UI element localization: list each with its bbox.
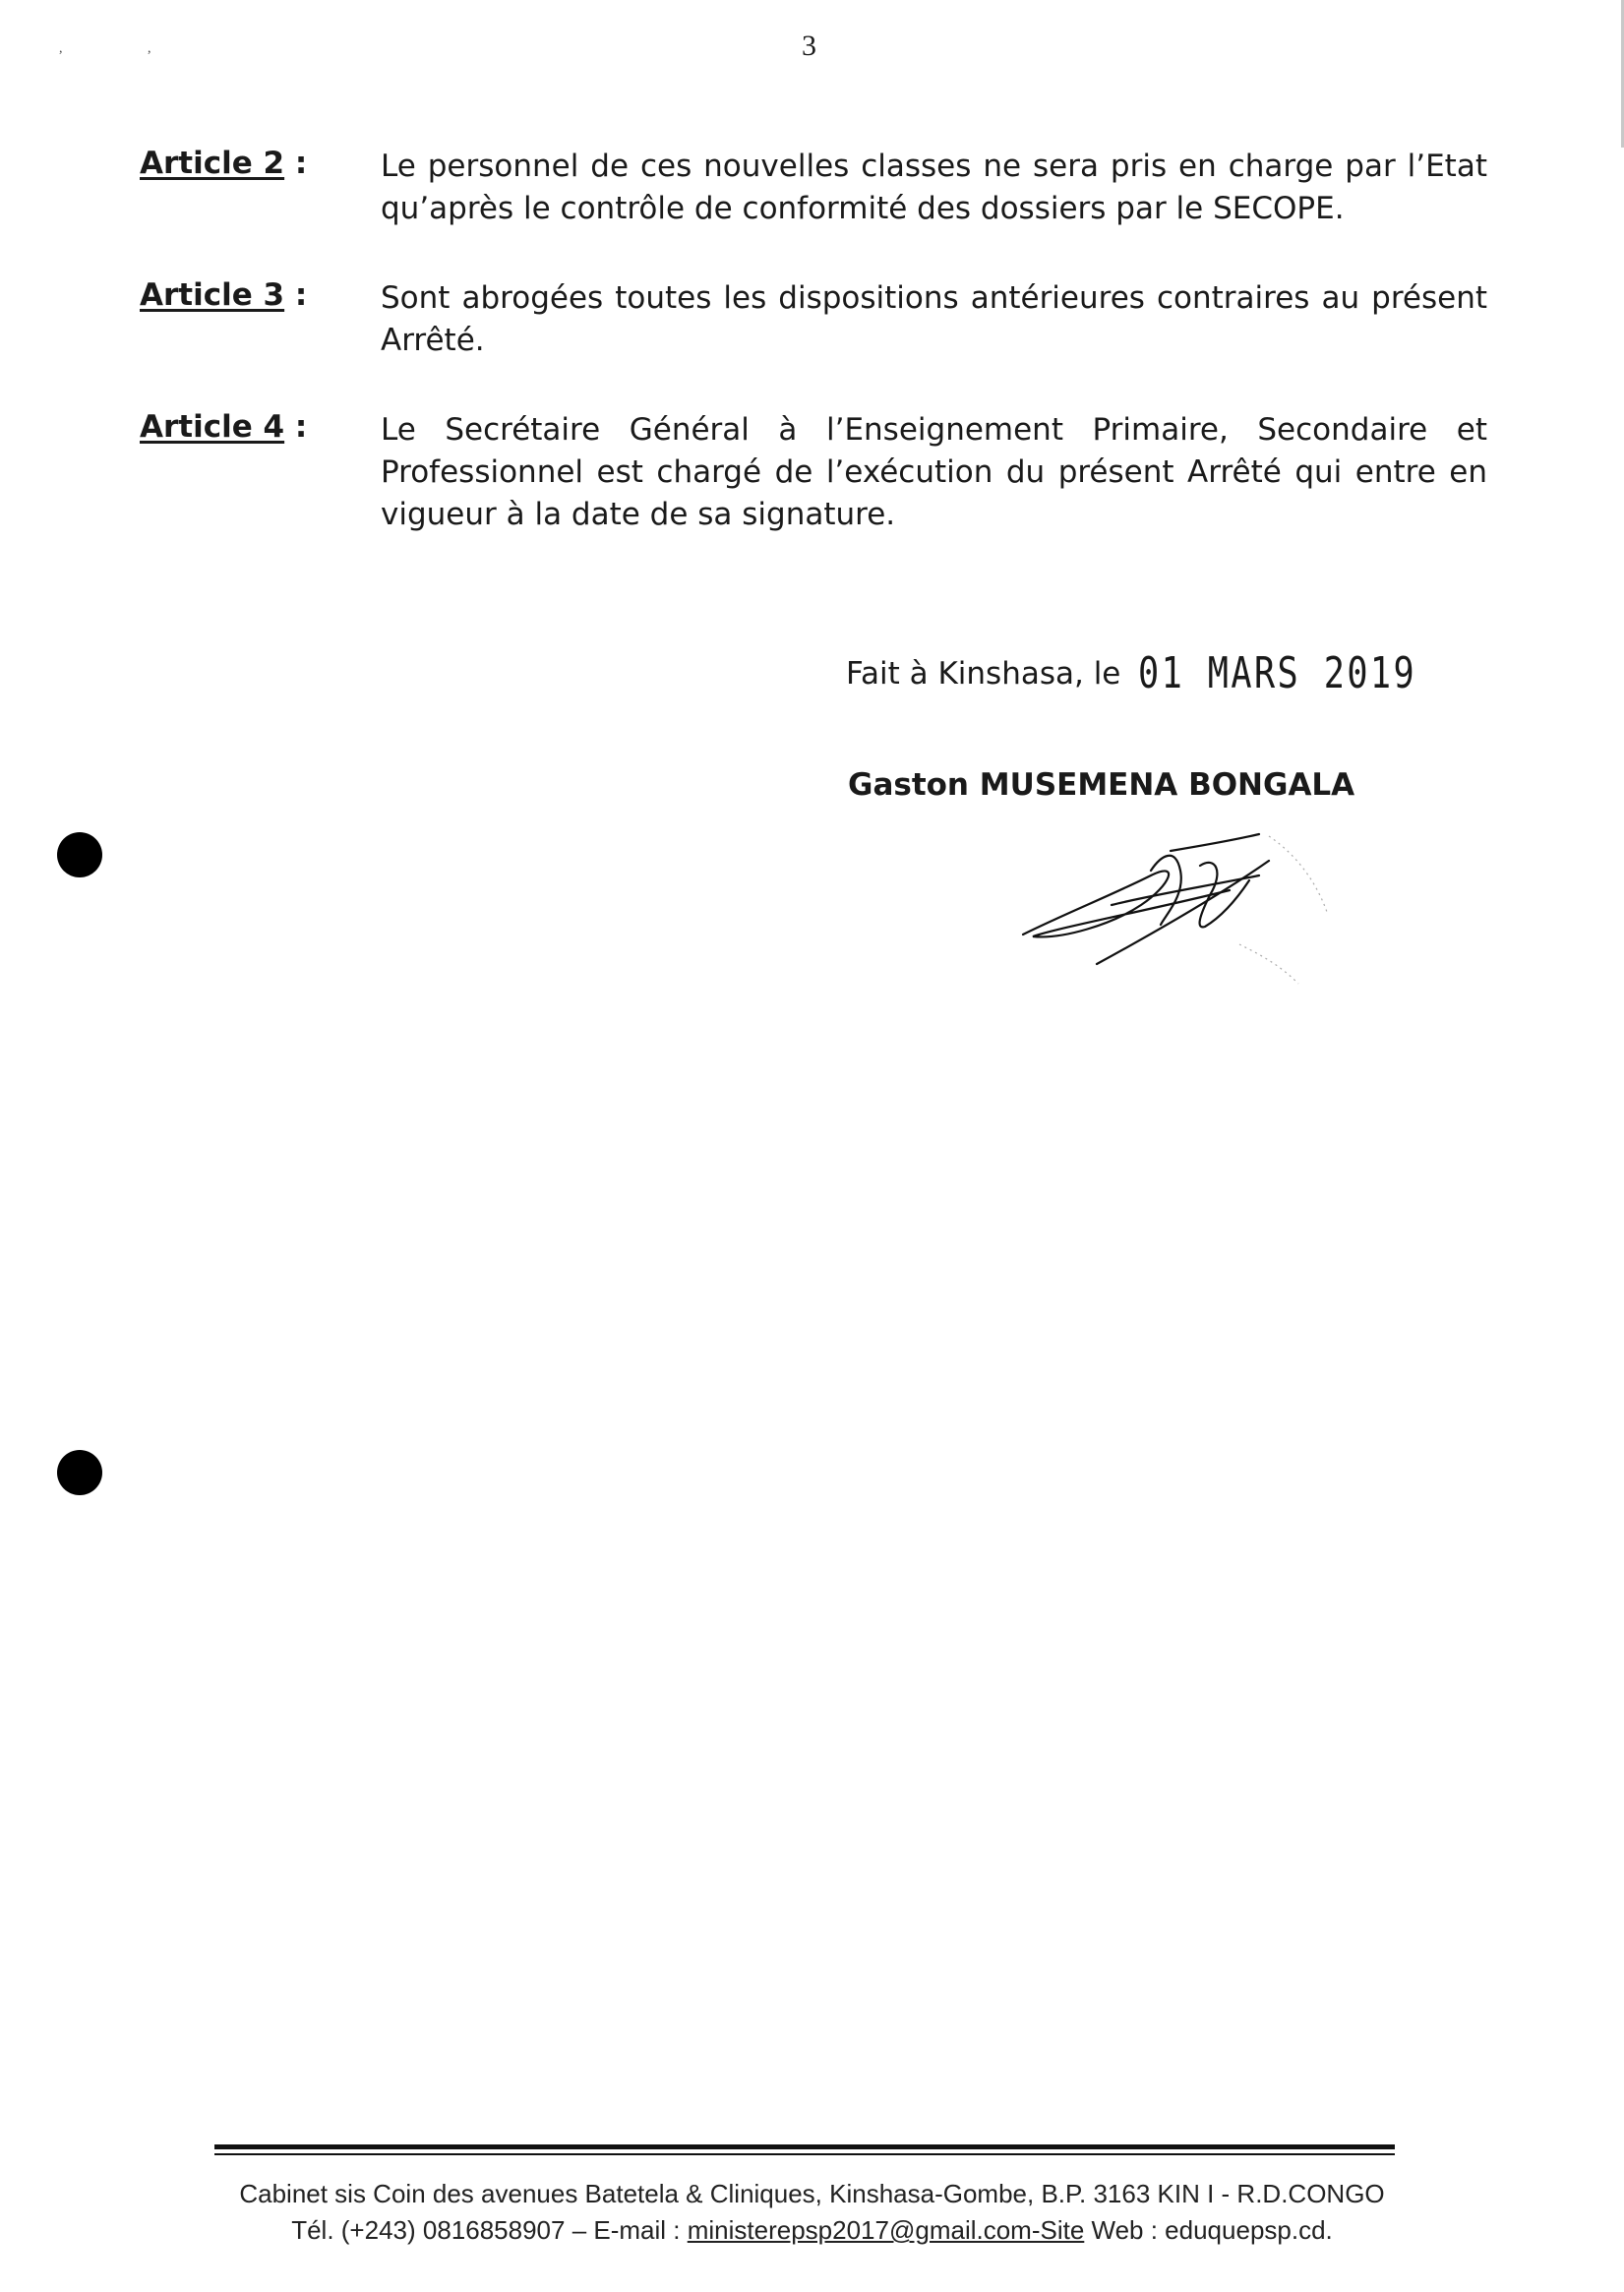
punch-hole (57, 1450, 102, 1495)
place-date-line (846, 644, 1486, 698)
article-label: Article 4 (140, 409, 285, 445)
footer-contact (0, 2215, 1624, 2246)
article-text: Le Secrétaire Général à l’Enseignement Primaire, Secondaire et Professionnel est chargé de l’exécution du présent Arrêté qui entre en vigueur à la date de sa signature. (381, 412, 1487, 532)
signatory-name: Gaston MUSEMENA BONGALA (848, 767, 1355, 803)
article-label: Article 2 (140, 146, 285, 181)
footer-address: Cabinet sis Coin des avenues Batetela & Cliniques, Kinshasa-Gombe, B.P. 3163 KIN I - R.D.CONGO (239, 2179, 1385, 2208)
footer-web: Web : eduquepsp.cd. (1084, 2215, 1333, 2245)
place-text: Fait à Kinshasa, le (846, 656, 1121, 692)
scan-mark: , (148, 41, 151, 56)
article-text: Sont abrogées toutes les dispositions antérieures contraires au présent Arrêté. (381, 280, 1487, 358)
page-number: 3 (802, 30, 816, 62)
punch-hole (57, 832, 102, 877)
footer-rule-thin (214, 2153, 1395, 2155)
date-stamp: 01 MARS 2019 (1138, 648, 1417, 698)
scan-mark: , (59, 41, 63, 56)
footer-tel: Tél. (+243) 0816858907 – E-mail : (291, 2215, 688, 2245)
footer-rule (214, 2144, 1395, 2149)
signature-icon (1003, 816, 1357, 994)
article-label: Article 3 (140, 277, 285, 313)
footer-email-link[interactable]: ministerepsp2017@gmail.com-Site (687, 2215, 1085, 2245)
article-text: Le personnel de ces nouvelles classes ne sera pris en charge par l’Etat qu’après le contrôle de conformité des dossiers par le SECOPE. (381, 149, 1487, 226)
